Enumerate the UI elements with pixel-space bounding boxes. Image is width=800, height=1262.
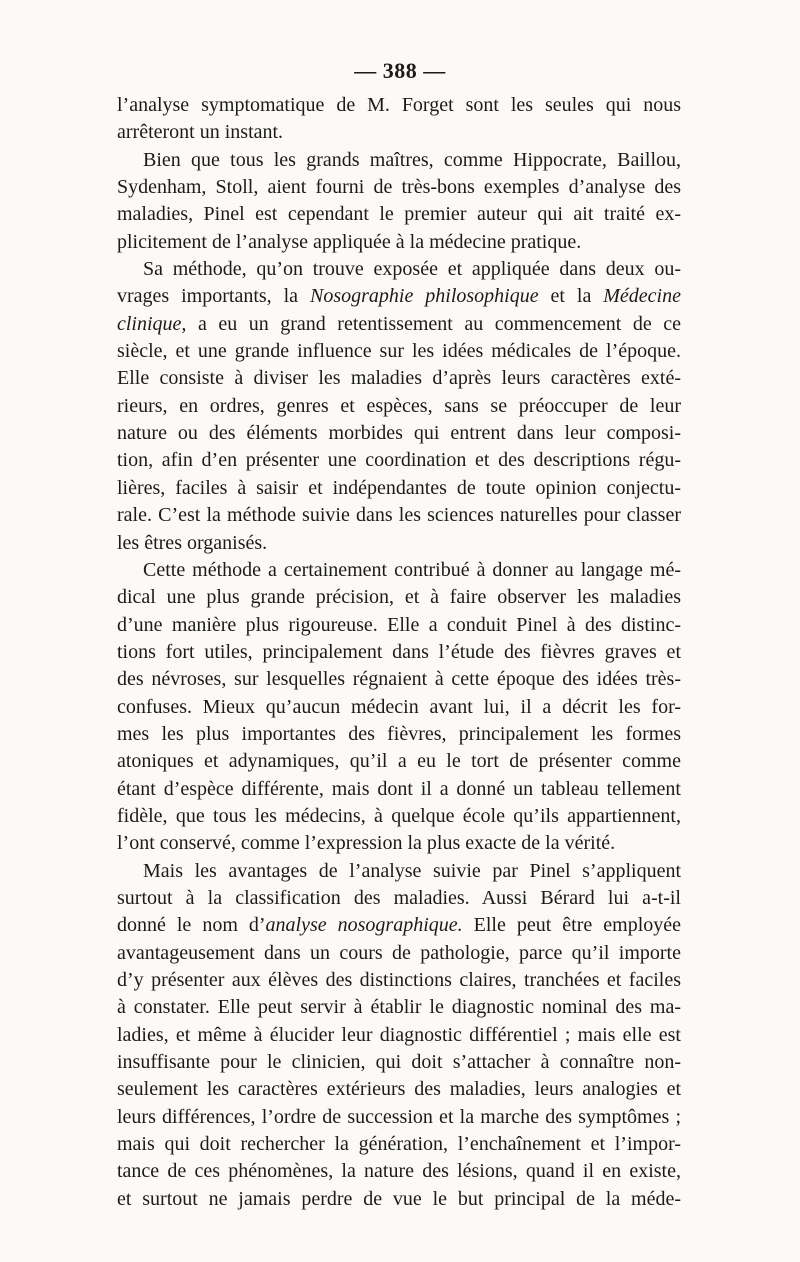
text-segment: a eu un grand retentissement au commencement de ce xyxy=(186,312,681,335)
text-line: d’une manière plus rigoureuse. Elle a conduit Pinel à des distinc- xyxy=(117,613,681,636)
text-line: avantageusement dans un cours de pathologie, parce qu’il importe xyxy=(117,941,681,964)
text-line: Sa méthode, qu’on trouve exposée et appliquée dans deux ou- xyxy=(143,258,681,281)
text-line: dical une plus grande précision, et à faire observer les maladies xyxy=(117,586,681,609)
text-line: étant d’espèce différente, mais dont il a donné un tableau tellement xyxy=(117,777,681,800)
text-line: Elle consiste à diviser les maladies d’après leurs caractères exté- xyxy=(117,367,681,390)
text-line: l’ont conservé, comme l’expression la plus exacte de la vérité. xyxy=(117,832,616,855)
text-line: tion, afin d’en présenter une coordination et des descriptions régu- xyxy=(117,449,681,472)
italic-segment: Nosographie philosophique xyxy=(309,285,539,308)
text-line: Mais les avantages de l’analyse suivie par Pinel s’appliquent xyxy=(143,859,681,882)
text-line: arrêteront un instant. xyxy=(117,121,284,144)
italic-segment: Médecine xyxy=(603,285,681,308)
text-line: plicitement de l’analyse appliquée à la médecine pratique. xyxy=(117,230,582,253)
text-segment: et la xyxy=(538,285,604,308)
text-line: siècle, et une grande influence sur les idées médicales de l’époque. xyxy=(117,340,681,363)
text-segment: Elle peut être employée xyxy=(462,914,682,937)
page-number: — 388 — xyxy=(354,58,446,83)
text-line: rieurs, en ordres, genres et espèces, sans se préoccuper de leur xyxy=(117,394,681,417)
text-line: maladies, Pinel est cependant le premier auteur qui ait traité ex- xyxy=(117,203,681,226)
text-line: les êtres organisés. xyxy=(117,531,268,554)
text-line: mes les plus importantes des fièvres, principalement les formes xyxy=(117,722,681,745)
text-line: surtout à la classification des maladies. Aussi Bérard lui a-t-il xyxy=(117,886,681,909)
text-line: leurs différences, l’ordre de succession et la marche des symptômes ; xyxy=(117,1105,681,1128)
text-line: et surtout ne jamais perdre de vue le but principal de la méde- xyxy=(117,1187,681,1210)
text-segment: donné le nom d’ xyxy=(117,914,266,937)
body-text xyxy=(117,92,681,1213)
text-line: Cette méthode a certainement contribué à donner au langage mé- xyxy=(143,558,681,581)
text-line: mais qui doit rechercher la génération, l’enchaînement et l’impor- xyxy=(117,1133,681,1156)
text-line: lières, faciles à saisir et indépendantes de toute opinion conjectu- xyxy=(117,476,681,499)
text-line: rale. C’est la méthode suivie dans les sciences naturelles pour classer xyxy=(117,504,681,527)
text-line: Bien que tous les grands maîtres, comme Hippocrate, Baillou, xyxy=(143,148,681,171)
text-line: l’analyse symptomatique de M. Forget sont les seules qui nous xyxy=(117,94,681,116)
italic-segment: clinique, xyxy=(117,312,187,335)
text-line: confuses. Mieux qu’aucun médecin avant lui, il a décrit les for- xyxy=(117,695,681,718)
text-line: insuffisante pour le clinicien, qui doit s’attacher à connaître non- xyxy=(117,1051,681,1074)
text-line xyxy=(117,311,681,338)
text-segment: vrages importants, la xyxy=(117,285,310,308)
text-line xyxy=(117,912,681,939)
text-line: des névroses, sur lesquelles régnaient à cette époque des idées très- xyxy=(117,668,681,691)
text-line: atoniques et adynamiques, qu’il a eu le tort de présenter comme xyxy=(117,750,681,773)
text-line: Sydenham, Stoll, aient fourni de très-bons exemples d’analyse des xyxy=(117,176,681,199)
text-line: à constater. Elle peut servir à établir le diagnostic nominal des ma- xyxy=(117,996,681,1019)
text-line: tance de ces phénomènes, la nature des lésions, quand il en existe, xyxy=(117,1160,681,1183)
italic-segment: analyse nosographique. xyxy=(265,914,463,937)
text-line: seulement les caractères extérieurs des maladies, leurs analogies et xyxy=(117,1078,681,1101)
text-line: ladies, et même à élucider leur diagnostic différentiel ; mais elle est xyxy=(117,1023,681,1046)
text-line: tions fort utiles, principalement dans l’étude des fièvres graves et xyxy=(117,640,681,663)
text-line: nature ou des éléments morbides qui entrent dans leur composi- xyxy=(117,422,681,445)
text-line: d’y présenter aux élèves des distinctions claires, tranchées et faciles xyxy=(117,969,681,991)
text-line: fidèle, que tous les médecins, à quelque école qu’ils appartiennent, xyxy=(117,804,681,827)
text-line xyxy=(117,283,681,310)
